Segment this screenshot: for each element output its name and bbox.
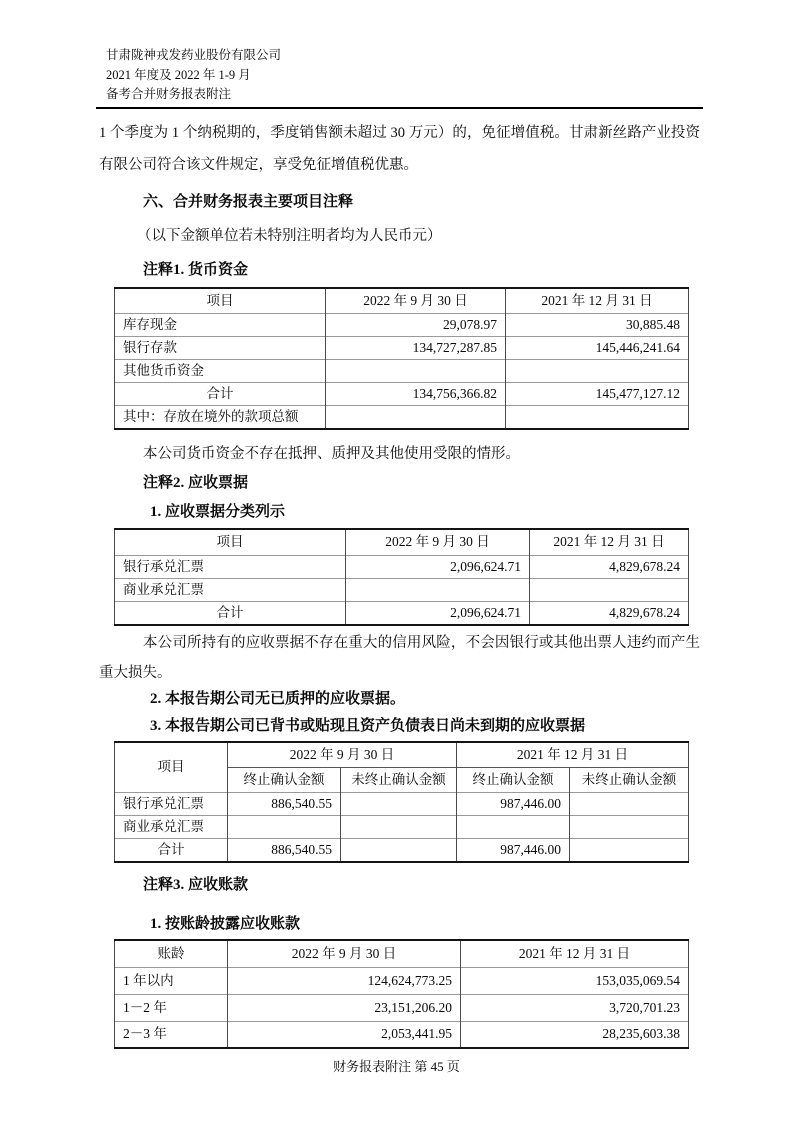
note1-heading: 注释1. 货币资金 bbox=[143, 261, 249, 278]
monetary-funds-table bbox=[114, 287, 689, 431]
table-row bbox=[115, 793, 689, 816]
column-header: 2021 年 12 月 31 日 bbox=[506, 288, 689, 314]
table-row bbox=[115, 555, 689, 578]
value-cell: 4,829,678.24 bbox=[530, 555, 689, 578]
table-row bbox=[115, 994, 689, 1021]
column-subheader: 未终止确认金额 bbox=[570, 768, 689, 793]
row-label: 商业承兑汇票 bbox=[115, 816, 228, 839]
value-cell: 2,053,441.95 bbox=[228, 1021, 461, 1048]
value-cell: 134,727,287.85 bbox=[326, 337, 506, 360]
value-cell: 3,720,701.23 bbox=[461, 994, 689, 1021]
note3-sub1-heading: 1. 按账龄披露应收账款 bbox=[150, 916, 301, 932]
value-cell: 23,151,206.20 bbox=[228, 994, 461, 1021]
value-cell: 2,096,624.71 bbox=[346, 601, 530, 625]
column-header: 2022 年 9 月 30 日 bbox=[326, 288, 506, 314]
row-label: 库存现金 bbox=[115, 314, 326, 337]
value-cell bbox=[506, 406, 689, 430]
note2-remark: 本公司所持有的应收票据不存在重大的信用风险，不会因银行或其他出票人违约而产生重大损失。 bbox=[99, 634, 700, 681]
total-label: 合计 bbox=[115, 383, 326, 406]
value-cell: 145,446,241.64 bbox=[506, 337, 689, 360]
value-cell bbox=[326, 406, 506, 430]
column-header: 2021 年 12 月 31 日 bbox=[461, 940, 689, 967]
column-group-header: 2021 年 12 月 31 日 bbox=[457, 742, 689, 768]
column-subheader: 终止确认金额 bbox=[457, 768, 570, 793]
row-label: 银行承兑汇票 bbox=[115, 555, 346, 578]
table-header-row bbox=[115, 529, 689, 555]
row-label: 其他货币资金 bbox=[115, 360, 326, 383]
unit-note: （以下金额单位若未特别注明者均为人民币元） bbox=[137, 227, 442, 244]
value-cell: 30,885.48 bbox=[506, 314, 689, 337]
value-cell bbox=[341, 793, 457, 816]
note2-heading: 注释2. 应收票据 bbox=[143, 475, 249, 491]
table-header-row bbox=[115, 742, 689, 768]
table-total-row bbox=[115, 601, 689, 625]
document-header bbox=[106, 46, 703, 105]
document-title: 备考合并财务报表附注 bbox=[106, 87, 232, 101]
value-cell bbox=[326, 360, 506, 383]
row-label: 1－2 年 bbox=[115, 994, 228, 1021]
value-cell: 124,624,773.25 bbox=[228, 967, 461, 994]
column-subheader: 终止确认金额 bbox=[228, 768, 341, 793]
header-rule bbox=[96, 107, 703, 109]
value-cell: 4,829,678.24 bbox=[530, 601, 689, 625]
note1-remark: 本公司货币资金不存在抵押、质押及其他使用受限的情形。 bbox=[143, 446, 520, 462]
value-cell bbox=[570, 793, 689, 816]
column-subheader: 未终止确认金额 bbox=[341, 768, 457, 793]
table-header-row bbox=[115, 288, 689, 314]
value-cell bbox=[457, 816, 570, 839]
row-label: 1 年以内 bbox=[115, 967, 228, 994]
table-row bbox=[115, 816, 689, 839]
intro-paragraph: 1 个季度为 1 个纳税期的，季度销售额未超过 30 万元）的，免征增值税。甘肃新丝路产业投资有限公司符合该文件规定，享受免征增值税优惠。 bbox=[99, 124, 700, 173]
value-cell: 153,035,069.54 bbox=[461, 967, 689, 994]
table-total-row bbox=[115, 839, 689, 863]
total-label: 合计 bbox=[115, 839, 228, 863]
value-cell: 987,446.00 bbox=[457, 839, 570, 863]
column-header: 2021 年 12 月 31 日 bbox=[530, 529, 689, 555]
aging-table bbox=[114, 939, 689, 1049]
row-label: 2－3 年 bbox=[115, 1021, 228, 1048]
value-cell bbox=[570, 816, 689, 839]
value-cell: 145,477,127.12 bbox=[506, 383, 689, 406]
value-cell bbox=[228, 816, 341, 839]
value-cell: 886,540.55 bbox=[228, 793, 341, 816]
page-footer: 财务报表附注 第 45 页 bbox=[333, 1059, 460, 1074]
row-label: 银行存款 bbox=[115, 337, 326, 360]
notes-receivable-table bbox=[114, 528, 689, 626]
column-header: 项目 bbox=[115, 288, 326, 314]
row-label: 其中：存放在境外的款项总额 bbox=[115, 406, 326, 430]
table-row bbox=[115, 406, 689, 430]
value-cell bbox=[341, 816, 457, 839]
table-row bbox=[115, 360, 689, 383]
value-cell: 2,096,624.71 bbox=[346, 555, 530, 578]
value-cell: 886,540.55 bbox=[228, 839, 341, 863]
note2-sub1-heading: 1. 应收票据分类列示 bbox=[150, 504, 286, 520]
column-header: 项目 bbox=[115, 529, 346, 555]
row-label: 商业承兑汇票 bbox=[115, 578, 346, 601]
section-six-title: 六、合并财务报表主要项目注释 bbox=[143, 193, 354, 210]
column-header: 项目 bbox=[115, 742, 228, 793]
column-group-header: 2022 年 9 月 30 日 bbox=[228, 742, 457, 768]
company-name: 甘肃陇神戎发药业股份有限公司 bbox=[106, 48, 282, 62]
note2-sub3-heading: 3. 本报告期公司已背书或贴现且资产负债表日尚未到期的应收票据 bbox=[150, 717, 586, 734]
table-header-row bbox=[115, 940, 689, 967]
report-period: 2021 年度及 2022 年 1-9 月 bbox=[106, 67, 251, 82]
value-cell: 134,756,366.82 bbox=[326, 383, 506, 406]
note2-sub2-heading: 2. 本报告期公司无已质押的应收票据。 bbox=[150, 690, 406, 707]
table-row bbox=[115, 314, 689, 337]
table-row bbox=[115, 578, 689, 601]
total-label: 合计 bbox=[115, 601, 346, 625]
value-cell bbox=[341, 839, 457, 863]
note3-heading: 注释3. 应收账款 bbox=[143, 877, 249, 893]
value-cell bbox=[530, 578, 689, 601]
endorsed-notes-table bbox=[114, 741, 689, 864]
column-header: 2022 年 9 月 30 日 bbox=[228, 940, 461, 967]
value-cell bbox=[346, 578, 530, 601]
value-cell bbox=[570, 839, 689, 863]
table-row bbox=[115, 967, 689, 994]
value-cell: 29,078.97 bbox=[326, 314, 506, 337]
value-cell: 987,446.00 bbox=[457, 793, 570, 816]
value-cell: 28,235,603.38 bbox=[461, 1021, 689, 1048]
table-row bbox=[115, 337, 689, 360]
column-header: 2022 年 9 月 30 日 bbox=[346, 529, 530, 555]
table-total-row bbox=[115, 383, 689, 406]
column-header: 账龄 bbox=[115, 940, 228, 967]
row-label: 银行承兑汇票 bbox=[115, 793, 228, 816]
table-row bbox=[115, 1021, 689, 1048]
value-cell bbox=[506, 360, 689, 383]
